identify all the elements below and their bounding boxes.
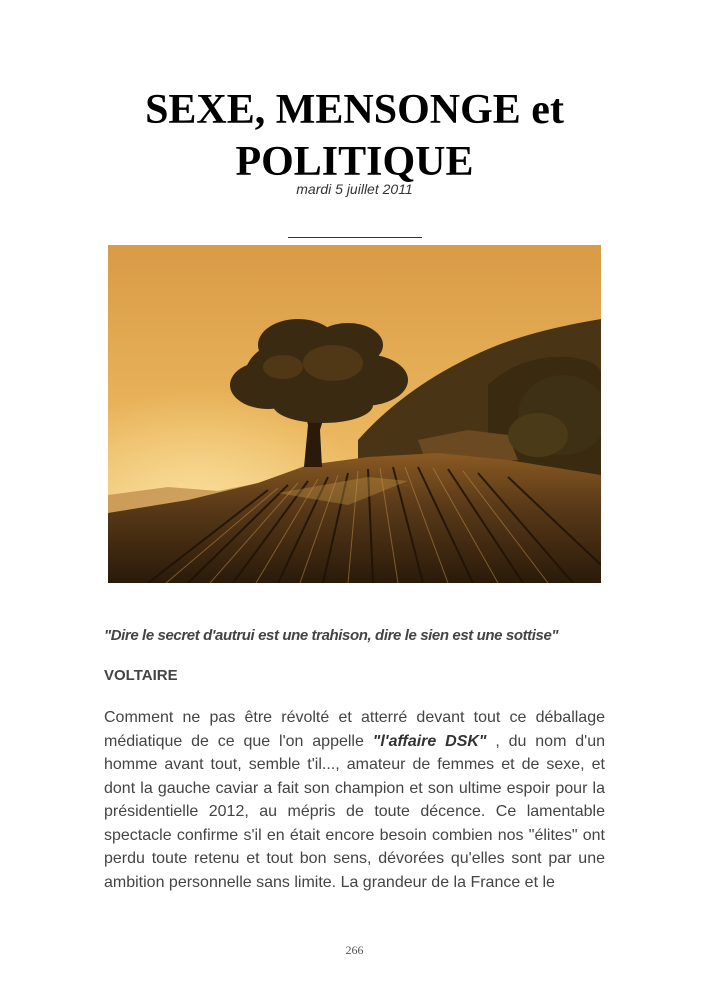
page-number: 266 xyxy=(345,943,364,957)
body-text-emphasis: "l'affaire DSK" xyxy=(372,732,487,750)
article-body xyxy=(104,706,605,894)
title-line-2: POLITIQUE xyxy=(235,139,474,185)
epigraph-quote: "Dire le secret d'autrui est une trahison, dire le sien est une sottise" xyxy=(104,627,559,644)
body-text-start: Comment ne pas être révolté et atterré devant tout ce déballage médiatique de ce que l'on appelle xyxy=(104,709,605,750)
title-divider xyxy=(288,237,422,238)
title-line-1: SEXE, MENSONGE et xyxy=(145,87,564,133)
article-title xyxy=(60,84,649,188)
article-date: mardi 5 juillet 2011 xyxy=(296,181,413,197)
vineyard-tree-photo xyxy=(108,245,601,583)
epigraph-author: VOLTAIRE xyxy=(104,667,178,684)
body-text-end: , du nom d'un homme avant tout, semble t'il..., amateur de femmes et de sexe, et dont la gauche caviar a fait son champion et son ultime espoir pour la présidentielle 2012, au mépris de toute décence. Ce lamentable spectacle confirme s'il en était encore besoin combien nos "élites" ont perdu toute retenu et tout bon sens, dévorées qu'elles sont par une ambition personnelle sans limite. La grandeur de la France et le xyxy=(104,732,605,891)
